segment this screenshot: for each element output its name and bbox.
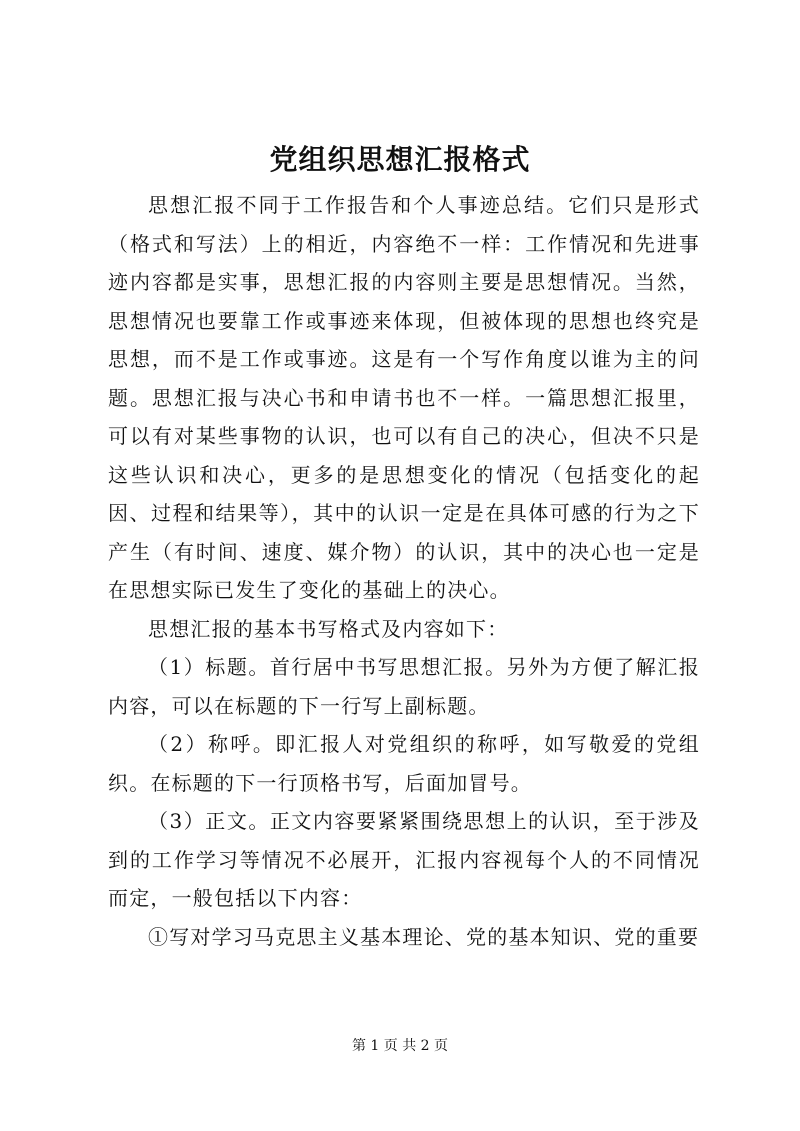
page-footer: 第 1 页 共 2 页 bbox=[351, 1038, 449, 1054]
paragraph-item-1: ①写对学习马克思主义基本理论、党的基本知识、党的重要 bbox=[148, 924, 700, 949]
paragraph-intro: 思想汇报不同于工作报告和个人事迹总结。它们只是形式（格式和写法）上的相近，内容绝不一样：工作情况和先进事迹内容都是实事，思想汇报的内容则主要是思想情况。当然，思想情况也要靠工作或事迹来体现，但被体现的思想也终究是思想，而不是工作或事迹。这是有一个写作角度以谁为主的问题。思想汇报与决心书和申请书也不一样。一篇思想汇报里，可以有对某些事物的认识，也可以有自己的决心，但决不只是这些认识和决心，更多的是思想变化的情况（包括变化的起因、过程和结果等），其中的认识一定是在具体可感的行为之下产生（有时间、速度、媒介物）的认识，其中的决心也一定是在思想实际已发生了变化的基础上的决心。 bbox=[108, 193, 700, 602]
document-title: 党组织思想汇报格式 bbox=[269, 143, 531, 176]
paragraph-format-heading: 思想汇报的基本书写格式及内容如下： bbox=[148, 616, 509, 641]
paragraph-title-rule: （1）标题。首行居中书写思想汇报。另外为方便了解汇报内容，可以在标题的下一行写上副标题。 bbox=[108, 655, 700, 718]
paragraph-body-rule: （3）正文。正文内容要紧紧围绕思想上的认识，至于涉及到的工作学习等情况不必展开，汇报内容视每个人的不同情况而定，一般包括以下内容： bbox=[108, 809, 700, 910]
document-body bbox=[108, 186, 700, 956]
paragraph-salutation-rule: （2）称呼。即汇报人对党组织的称呼，如写敬爱的党组织。在标题的下一行顶格书写，后面加冒号。 bbox=[108, 732, 700, 795]
